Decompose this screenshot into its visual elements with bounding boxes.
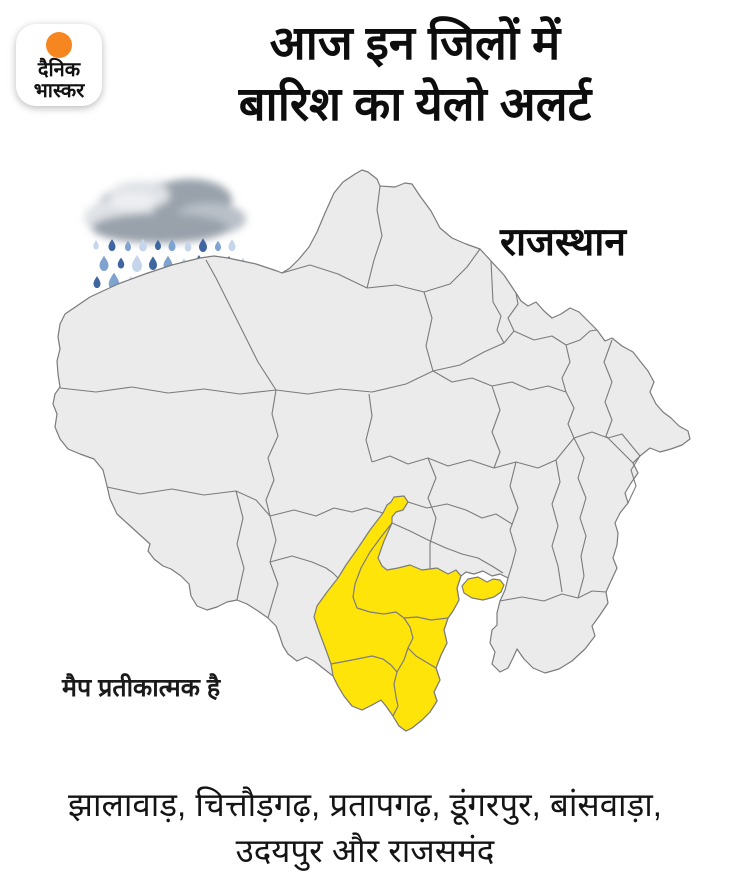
headline-line2: बारिश का येलो अलर्ट [238, 77, 592, 130]
logo-text-line2: भास्कर [33, 80, 85, 102]
headline-line1: आज इन जिलों में [269, 16, 561, 69]
highlighted-district-exclave [462, 577, 504, 600]
logo-text-line1: दैनिक [37, 59, 81, 81]
map-disclaimer: मैप प्रतीकात्मक है [62, 674, 221, 702]
district-list-line2: उदयपुर और राजसमंद [235, 832, 495, 869]
district-list-line1: झालावाड़, चित्तौड़गढ़, प्रतापगढ़, डूंगरपुर, बांसवाड़ा, [68, 786, 662, 823]
state-label: राजस्थान [500, 221, 627, 264]
district-list [0, 782, 730, 874]
